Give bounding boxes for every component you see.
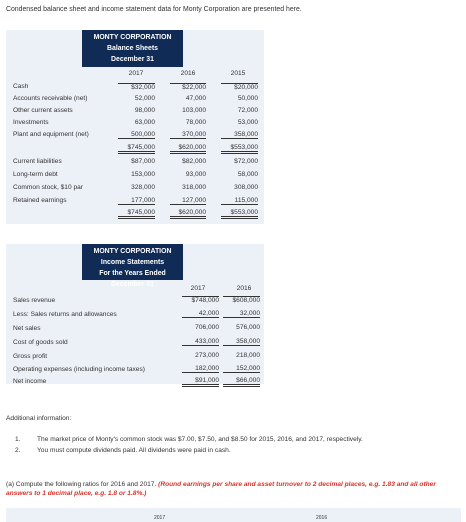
is-row-value: 182,000 [182,365,219,373]
bs-total-assets: $745,000 [118,144,155,154]
is-row-value: 433,000 [182,338,219,346]
bs-asset-label: Plant and equipment (net) [13,131,89,138]
bs-liability-value: 177,000 [118,197,155,205]
is-row-value: 42,000 [182,310,219,318]
bs-liability-value: 153,000 [131,171,155,178]
bs-liability-value: $72,000 [234,158,258,165]
is-row-label: Operating expenses (including income taxes) [13,366,145,373]
additional-info-heading: Additional information: [6,415,72,422]
income-statement-company: MONTY CORPORATION [93,248,172,255]
answer-column-2016: 2016 [316,515,328,521]
intro-text: Condensed balance sheet and income statement data for Monty Corporation are presented here. [6,6,302,13]
bs-asset-value: 370,000 [170,131,206,139]
is-row-value: $608,000 [223,296,260,304]
is-row-value: $91,000 [182,377,219,387]
bs-asset-label: Other current assets [13,107,73,114]
bs-asset-label: Cash [13,83,29,90]
bs-total-assets: $553,000 [221,144,258,154]
bs-asset-label: Investments [13,119,49,126]
bs-asset-value: $20,000 [221,83,258,91]
bs-total-assets: $620,000 [170,144,206,154]
note-number: 2. [15,447,21,454]
is-year-2016: 2016 [236,285,252,292]
is-row-label: Net sales [13,325,41,332]
answer-column-2017: 2017 [154,515,166,521]
bs-asset-value: 72,000 [237,107,258,114]
bs-liability-label: Common stock, $10 par [13,184,83,191]
bs-liability-value: 58,000 [237,171,258,178]
bs-liability-value: $87,000 [131,158,155,165]
is-row-value: $748,000 [182,296,219,304]
bs-liability-label: Current liabilities [13,158,62,165]
bs-asset-value: 500,000 [118,131,155,139]
bs-asset-value: 63,000 [134,119,155,126]
bs-asset-value: 53,000 [237,119,258,126]
bs-total-liabilities-equity: $553,000 [221,209,258,219]
bs-total-liabilities-equity: $620,000 [170,209,206,219]
note-number: 1. [15,436,21,443]
balance-sheet-title: Balance Sheets [107,45,158,52]
rounding-instruction: (Round earnings per share and asset turnover to 2 decimal places, e.g. 1.83 and all other answers to 1 decimal place, e.g. 1.8 or 1.8%.) [6,481,436,497]
bs-asset-value: 98,000 [134,107,155,114]
bs-year-2015: 2015 [230,70,246,77]
bs-liability-value: 318,000 [182,184,206,191]
bs-asset-value: 78,000 [185,119,206,126]
bs-asset-label: Accounts receivable (net) [13,95,88,102]
note-text: The market price of Monty's common stock was $7.00, $7.50, and $8.50 for 2015, 2016, and 2017, respectively. [37,436,363,443]
income-statement-title: Income Statements [100,259,165,266]
note-text: You must compute dividends paid. All dividends were paid in cash. [37,447,231,454]
income-statement-period: For the Years Ended December 31 [99,270,166,288]
question-text: (a) Compute the following ratios for 2016 and 2017. [6,481,157,488]
bs-asset-value: 52,000 [134,95,155,102]
bs-liability-value: 115,000 [221,197,258,205]
is-row-value: 273,000 [195,352,219,359]
balance-sheet-header [82,30,183,67]
answer-table-header [6,508,461,522]
bs-total-liabilities-equity: $745,000 [118,209,155,219]
bs-liability-value: 127,000 [170,197,206,205]
bs-year-2017: 2017 [128,70,144,77]
bs-asset-value: $22,000 [170,83,206,91]
bs-liability-value: 308,000 [234,184,258,191]
bs-liability-label: Retained earnings [13,197,67,204]
balance-sheet-company: MONTY CORPORATION [93,34,172,41]
balance-sheet-date: December 31 [111,56,154,63]
is-row-value: 152,000 [223,365,260,373]
bs-asset-value: 358,000 [221,131,258,139]
bs-liability-value: $82,000 [182,158,206,165]
is-year-2017: 2017 [190,285,206,292]
is-row-value: 706,000 [195,324,219,331]
is-row-value: 358,000 [223,338,260,346]
bs-liability-label: Long-term debt [13,171,58,178]
bs-asset-value: 47,000 [185,95,206,102]
is-row-label: Cost of goods sold [13,339,68,346]
bs-asset-value: 50,000 [237,95,258,102]
is-row-label: Less: Sales returns and allowances [13,311,117,318]
is-row-label: Net income [13,378,47,385]
bs-year-2016: 2016 [180,70,196,77]
is-row-value: 576,000 [236,324,260,331]
is-row-label: Gross profit [13,353,48,360]
bs-liability-value: 93,000 [185,171,206,178]
bs-liability-value: 328,000 [131,184,155,191]
is-row-value: 32,000 [223,310,260,318]
bs-asset-value: 103,000 [182,107,206,114]
is-row-label: Sales revenue [13,297,56,304]
bs-asset-value: $32,000 [118,83,155,91]
is-row-value: 218,000 [236,352,260,359]
question-prompt [6,480,461,498]
income-statement-header [82,244,183,288]
is-row-value: $66,000 [223,377,260,387]
